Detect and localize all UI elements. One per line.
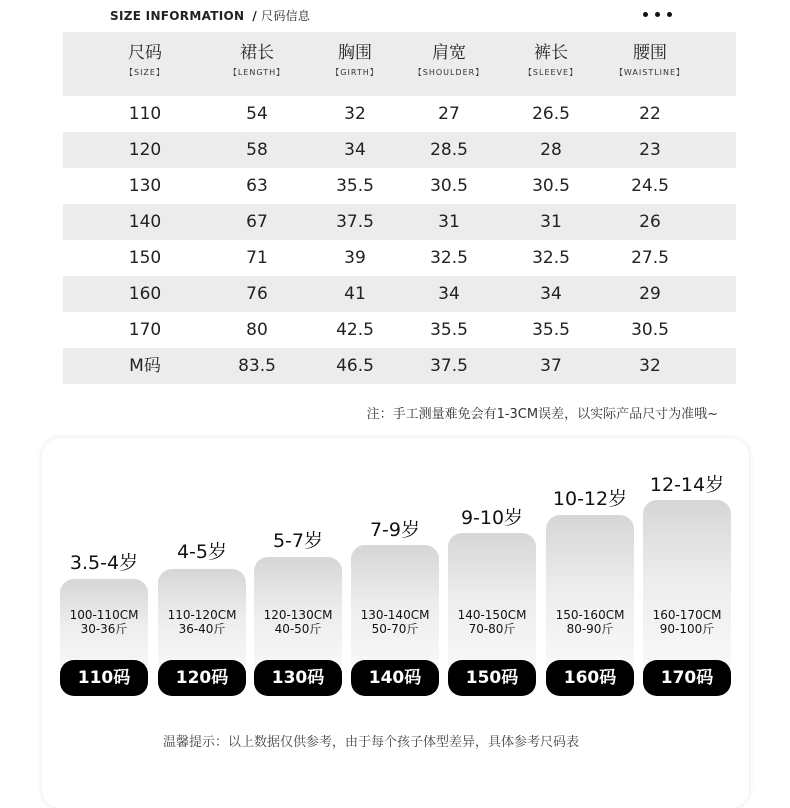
page-title: [110, 7, 310, 24]
weight-range: 40-50斤: [274, 622, 322, 636]
age-label: 7-9岁: [369, 519, 421, 541]
table-cell: 34: [438, 284, 460, 304]
table-cell: 30.5: [631, 320, 669, 340]
table-cell: 28: [540, 140, 562, 160]
weight-range: 50-70斤: [371, 622, 419, 636]
table-cell: 71: [246, 248, 268, 268]
weight-range: 80-90斤: [566, 622, 614, 636]
table-cell: 76: [246, 284, 268, 304]
height-range: 120-130CM: [263, 608, 333, 622]
title-en: SIZE INFORMATION: [110, 9, 245, 23]
table-cell: 170: [128, 320, 162, 340]
size-range: [345, 608, 445, 636]
size-badge: 150码: [448, 660, 536, 696]
table-cell: 23: [639, 140, 661, 160]
table-cell: 26: [639, 212, 661, 232]
table-cell: 34: [344, 140, 366, 160]
table-cell: M码: [129, 356, 161, 376]
table-cell: 29: [639, 284, 661, 304]
weight-range: 30-36斤: [80, 622, 128, 636]
column-header: 胸围 【GIRTH】: [331, 43, 379, 77]
table-header: [63, 32, 736, 96]
table-cell: 46.5: [336, 356, 374, 376]
column-header: 裤长 【SLEEVE】: [523, 43, 579, 77]
weight-range: 36-40斤: [178, 622, 226, 636]
reference-tip: 温馨提示：以上数据仅供参考，由于每个孩子体型差异，具体参考尺码表: [163, 735, 580, 750]
table-row: [63, 168, 736, 204]
column-header: 腰围 【WAISTLINE】: [614, 43, 686, 77]
table-cell: 22: [639, 104, 661, 124]
table-cell: 67: [246, 212, 268, 232]
height-range: 140-150CM: [457, 608, 527, 622]
size-range: [637, 608, 737, 636]
table-cell: 30.5: [430, 176, 468, 196]
table-cell: 37.5: [336, 212, 374, 232]
age-label: 5-7岁: [272, 530, 324, 552]
table-cell: 35.5: [430, 320, 468, 340]
age-label: 10-12岁: [552, 488, 628, 510]
age-label: 12-14岁: [649, 474, 725, 496]
table-cell: 32.5: [430, 248, 468, 268]
table-cell: 37.5: [430, 356, 468, 376]
age-label: 4-5岁: [176, 541, 228, 563]
measurement-note: 注：手工测量难免会有1-3CM误差，以实际产品尺寸为准哦~: [366, 407, 718, 422]
table-cell: 63: [246, 176, 268, 196]
height-range: 150-160CM: [555, 608, 625, 622]
table-row: [63, 348, 736, 384]
size-range: [152, 608, 252, 636]
table-cell: 110: [128, 104, 162, 124]
table-cell: 24.5: [631, 176, 669, 196]
table-cell: 42.5: [336, 320, 374, 340]
table-cell: 35.5: [532, 320, 570, 340]
table-cell: 31: [438, 212, 460, 232]
table-cell: 58: [246, 140, 268, 160]
size-range: [540, 608, 640, 636]
age-label: 3.5-4岁: [69, 552, 139, 574]
size-bar: [643, 500, 731, 680]
table-cell: 27.5: [631, 248, 669, 268]
table-cell: 130: [128, 176, 162, 196]
table-cell: 31: [540, 212, 562, 232]
height-range: 110-120CM: [167, 608, 237, 622]
height-range: 160-170CM: [652, 608, 722, 622]
size-badge: 140码: [351, 660, 439, 696]
height-range: 130-140CM: [360, 608, 430, 622]
weight-range: 70-80斤: [468, 622, 516, 636]
size-table: [63, 32, 736, 384]
table-cell: 28.5: [430, 140, 468, 160]
age-label: 9-10岁: [460, 507, 524, 529]
table-cell: 39: [344, 248, 366, 268]
table-row: [63, 132, 736, 168]
size-range: [248, 608, 348, 636]
table-cell: 160: [128, 284, 162, 304]
height-range: 100-110CM: [69, 608, 139, 622]
table-cell: 35.5: [336, 176, 374, 196]
size-badge: 130码: [254, 660, 342, 696]
size-badge: 160码: [546, 660, 634, 696]
size-badge: 120码: [158, 660, 246, 696]
table-cell: 30.5: [532, 176, 570, 196]
table-cell: 83.5: [238, 356, 276, 376]
table-row: [63, 204, 736, 240]
table-cell: 32.5: [532, 248, 570, 268]
table-cell: 32: [344, 104, 366, 124]
size-badge: 110码: [60, 660, 148, 696]
title-separator: /: [252, 9, 258, 23]
table-cell: 120: [128, 140, 162, 160]
table-cell: 26.5: [532, 104, 570, 124]
size-range: [54, 608, 154, 636]
size-badge: 170码: [643, 660, 731, 696]
table-body: [63, 96, 736, 384]
table-cell: 27: [438, 104, 460, 124]
table-cell: 34: [540, 284, 562, 304]
size-bar: [448, 533, 536, 680]
table-row: [63, 312, 736, 348]
table-cell: 150: [128, 248, 162, 268]
table-cell: 140: [128, 212, 162, 232]
size-range: [442, 608, 542, 636]
table-cell: 80: [246, 320, 268, 340]
column-header: 肩宽 【SHOULDER】: [413, 43, 485, 77]
weight-range: 90-100斤: [659, 622, 715, 636]
table-row: [63, 96, 736, 132]
size-bar: [546, 515, 634, 680]
table-cell: 37: [540, 356, 562, 376]
column-header: 裙长 【LENGTH】: [228, 43, 286, 77]
table-row: [63, 240, 736, 276]
table-row: [63, 276, 736, 312]
table-cell: 41: [344, 284, 366, 304]
title-zh: 尺码信息: [261, 9, 311, 23]
column-header: 尺码 【SIZE】: [125, 43, 165, 77]
more-options-icon[interactable]: [643, 12, 672, 17]
table-cell: 32: [639, 356, 661, 376]
table-cell: 54: [246, 104, 268, 124]
